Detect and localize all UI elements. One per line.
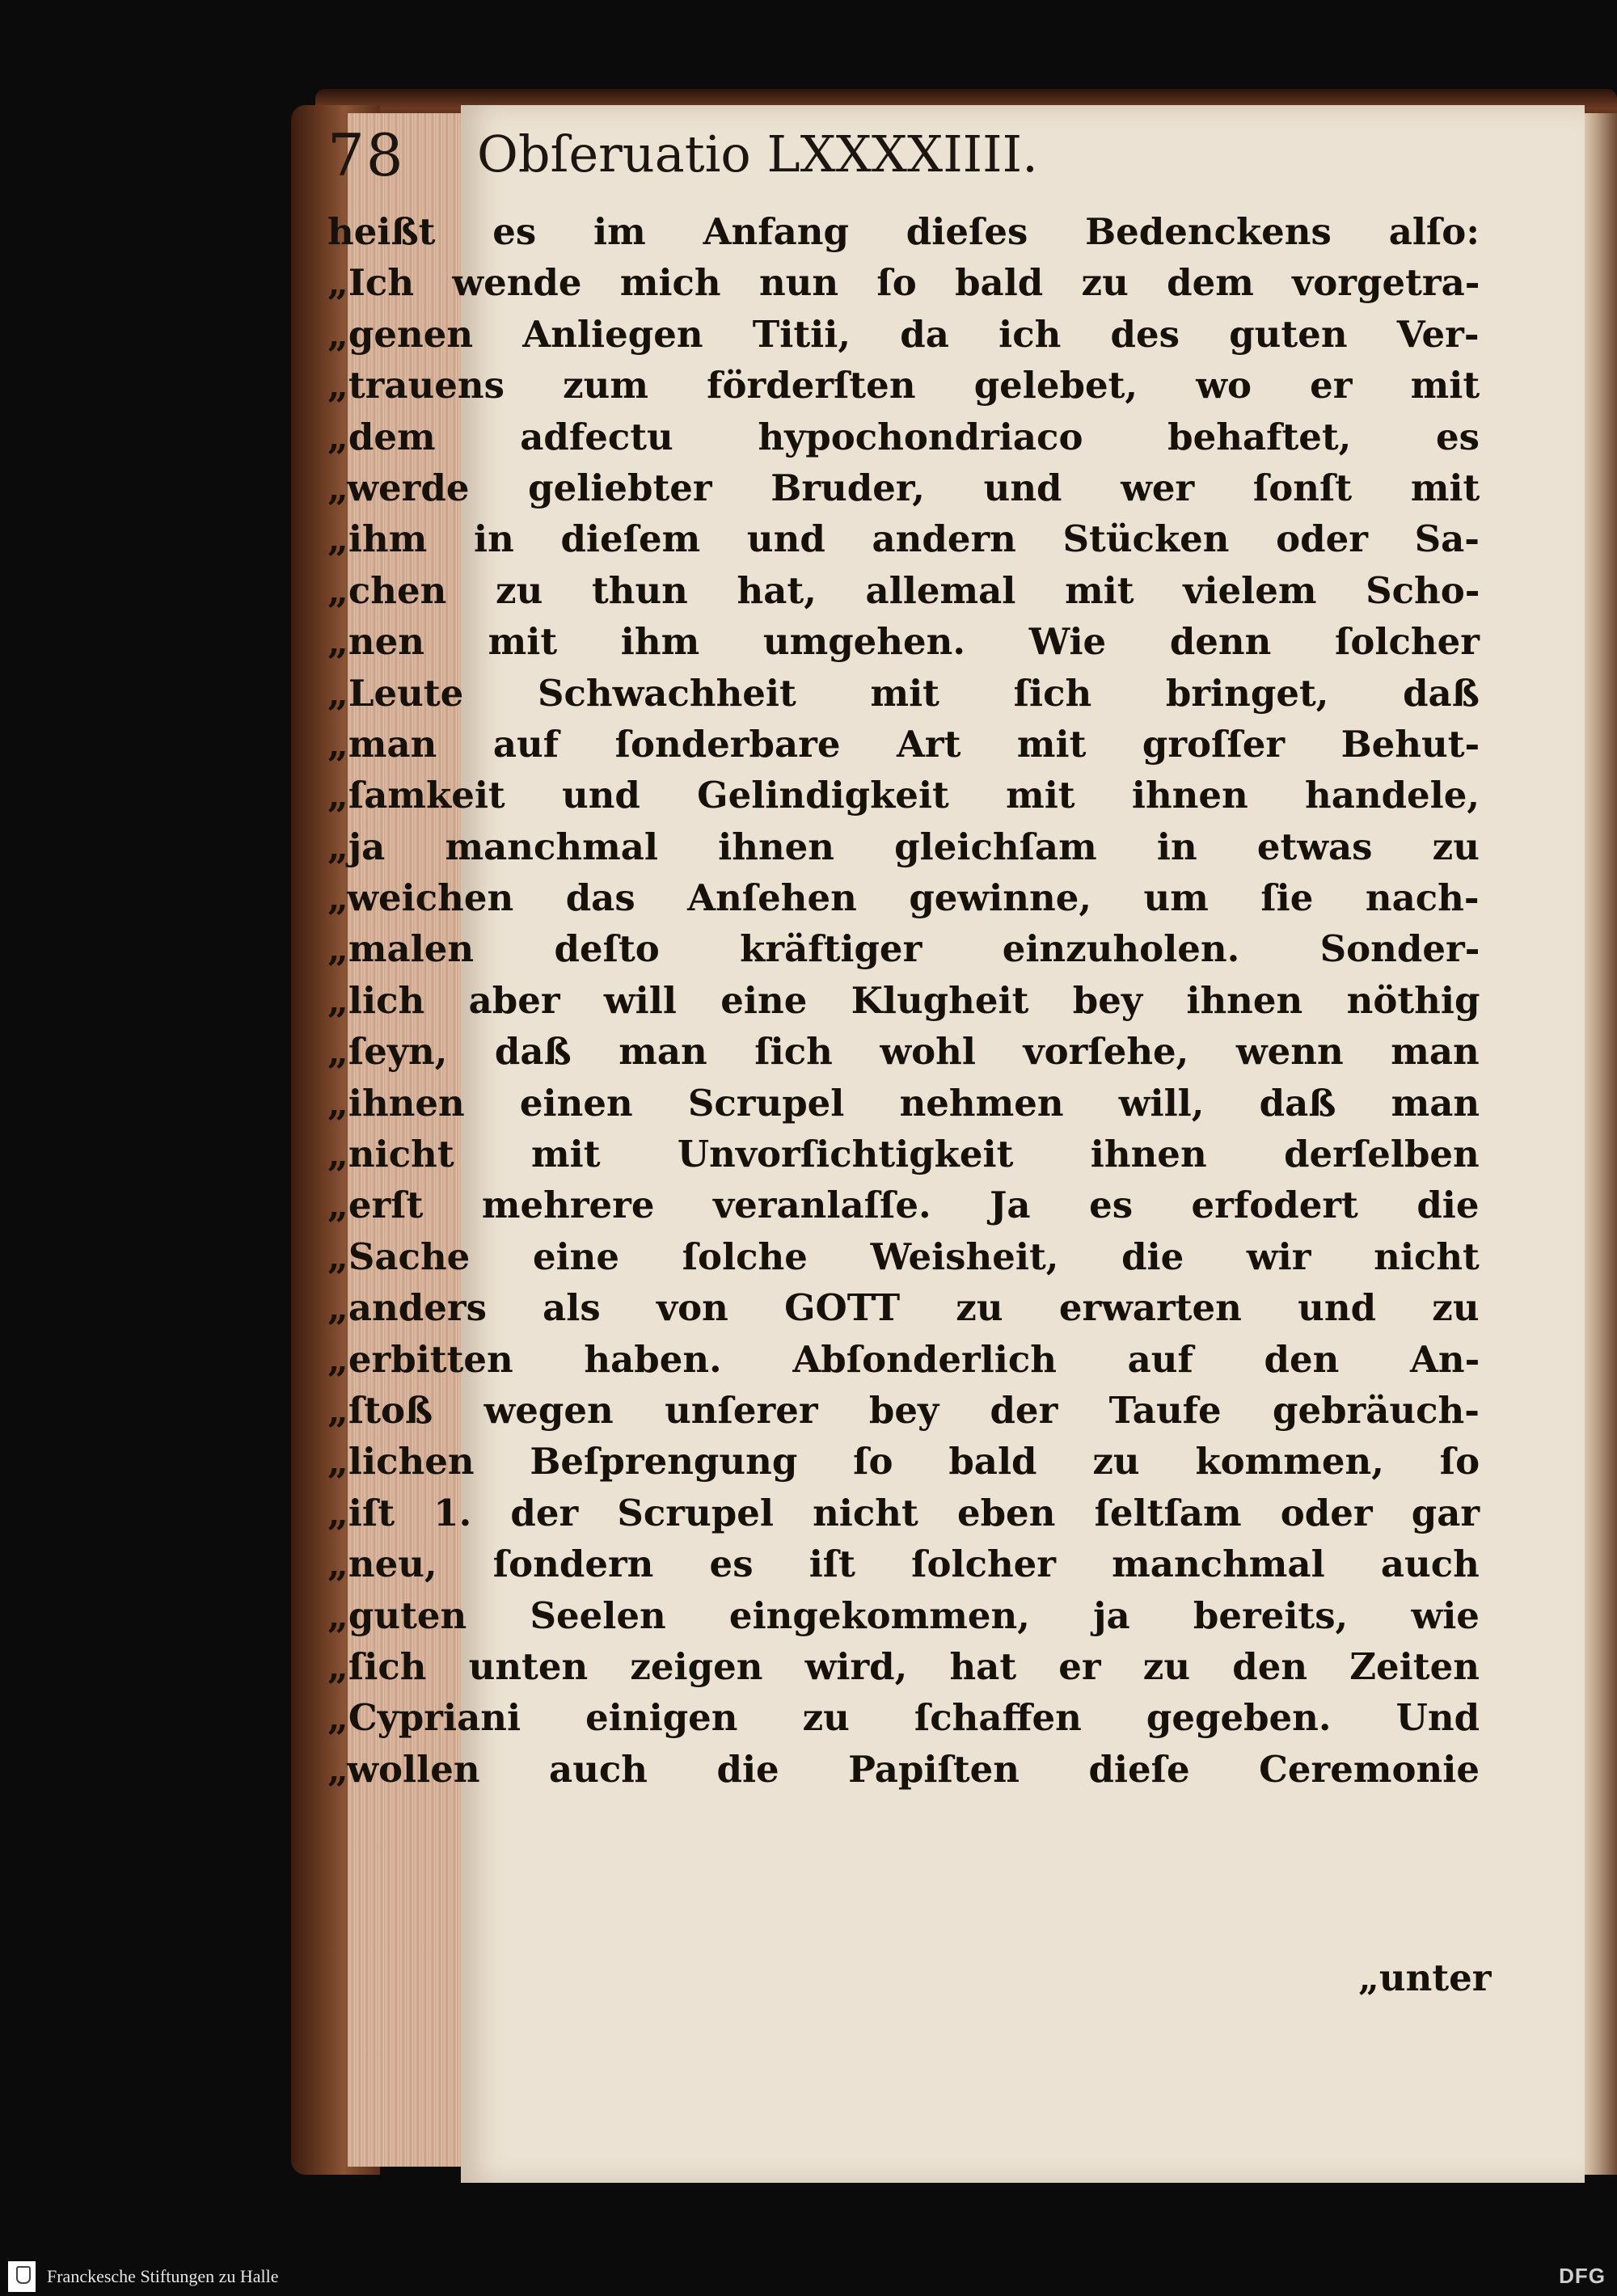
catchword: „unter [1358,1956,1492,1999]
text-line: „ihnen einen Scrupel nehmen will, daß man [327,1081,1480,1125]
page-number: 78 [327,121,405,189]
body-text [327,206,1480,1795]
text-line: „anders als von GOTT zu erwarten und zu [327,1286,1480,1330]
text-line: „Sache eine ſolche Weisheit, die wir nicht [327,1235,1480,1278]
text-line: „guten Seelen eingekommen, ja bereits, wie [327,1593,1480,1637]
text-line: „erbitten haben. Abſonderlich auf den An- [327,1337,1480,1381]
text-line: „trauens zum förderſten gelebet, wo er mit [327,364,1480,407]
text-line: „weichen das Anſehen gewinne, um ſie nach- [327,876,1480,920]
text-line: „ſeyn, daß man ſich wohl vorſehe, wenn man [327,1030,1480,1074]
text-line: „Ich wende mich nun ſo bald zu dem vorgetra- [327,261,1480,305]
text-line: „genen Anliegen Titii, da ich des guten Ver- [327,312,1480,356]
text-line: „ſtoß wegen unſerer bey der Taufe gebräuch- [327,1388,1480,1432]
footer-institution: Franckesche Stiftungen zu Halle [47,2266,279,2286]
text-line: „ja manchmal ihnen gleichſam in etwas zu [327,825,1480,868]
text-line: „malen deſto kräftiger einzuholen. Sonder- [327,927,1480,971]
text-line: „lichen Beſprengung ſo bald zu kommen, ſo [327,1440,1480,1484]
text-line: „nicht mit Unvorſichtigkeit ihnen derſelben [327,1133,1480,1176]
text-line: „lich aber will eine Klugheit bey ihnen nöthig [327,978,1480,1022]
text-line: „ſich unten zeigen wird, hat er zu den Zeiten [327,1644,1480,1688]
footer-funder: DFG [1559,2264,1606,2288]
text-line: „nen mit ihm umgehen. Wie denn ſolcher [327,620,1480,664]
text-line: „Leute Schwachheit mit ſich bringet, daß [327,671,1480,715]
text-line: „Cypriani einigen zu ſchaffen gegeben. Und [327,1696,1480,1740]
text-line: „werde geliebter Bruder, und wer ſonſt mit [327,466,1480,509]
text-line: „ſamkeit und Gelindigkeit mit ihnen handele, [327,774,1480,817]
institution-logo-icon [8,2261,36,2292]
text-line: heißt es im Anfang dieſes Bedenckens alſo: [327,210,1480,253]
running-head: Obſeruatio LXXXXIIII. [477,125,1038,184]
text-line: „iſt 1. der Scrupel nicht eben ſeltſam oder gar [327,1491,1480,1534]
text-line: „man auf ſonderbare Art mit groſſer Behut- [327,722,1480,766]
text-line: „neu, ſondern es iſt ſolcher manchmal auch [327,1543,1480,1586]
text-line: „wollen auch die Papiſten dieſe Ceremonie [327,1747,1480,1791]
text-line: „erſt mehrere veranlaſſe. Ja es erfodert die [327,1184,1480,1227]
facing-page-edge [1585,113,1617,2175]
text-line: „ihm in dieſem und andern Stücken oder Sa- [327,517,1480,561]
text-line: „chen zu thun hat, allemal mit vielem Scho- [327,568,1480,612]
text-line: „dem adfectu hypochondriaco behaftet, es [327,415,1480,458]
